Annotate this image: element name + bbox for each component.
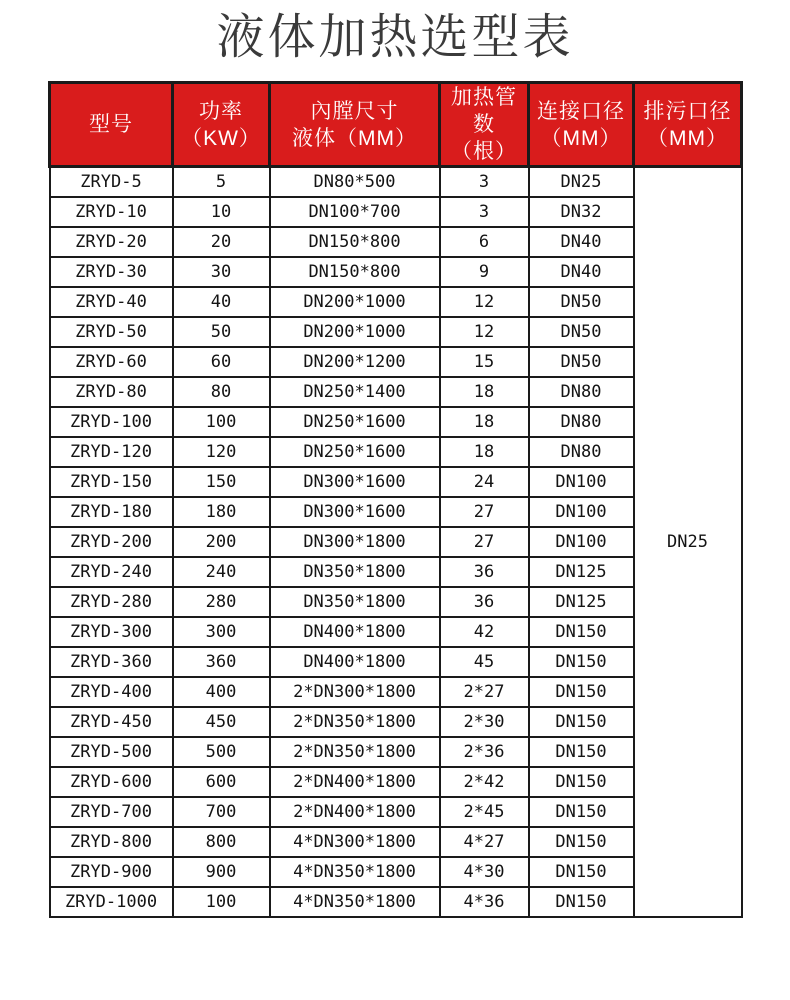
- cell-connection-diameter: DN80: [529, 377, 634, 407]
- cell-connection-diameter: DN150: [529, 737, 634, 767]
- cell-model: ZRYD-10: [50, 197, 173, 227]
- cell-chamber-size: DN350*1800: [270, 587, 440, 617]
- column-header-chamber-size: [270, 83, 440, 167]
- cell-model: ZRYD-60: [50, 347, 173, 377]
- cell-model: ZRYD-280: [50, 587, 173, 617]
- cell-power: 80: [173, 377, 270, 407]
- cell-model: ZRYD-300: [50, 617, 173, 647]
- cell-model: ZRYD-360: [50, 647, 173, 677]
- cell-chamber-size: DN300*1600: [270, 497, 440, 527]
- cell-connection-diameter: DN150: [529, 797, 634, 827]
- cell-chamber-size: DN100*700: [270, 197, 440, 227]
- cell-model: ZRYD-900: [50, 857, 173, 887]
- column-header-line: 连接口径: [537, 99, 625, 123]
- cell-tube-count: 4*36: [440, 887, 529, 917]
- cell-power: 30: [173, 257, 270, 287]
- column-header-line: 加热管数: [451, 86, 517, 136]
- column-header-line: 內膛尺寸: [310, 99, 399, 123]
- cell-tube-count: 24: [440, 467, 529, 497]
- cell-chamber-size: DN400*1800: [270, 647, 440, 677]
- cell-connection-diameter: DN150: [529, 677, 634, 707]
- cell-tube-count: 4*27: [440, 827, 529, 857]
- cell-tube-count: 12: [440, 287, 529, 317]
- cell-chamber-size: 2*DN350*1800: [270, 737, 440, 767]
- cell-tube-count: 2*45: [440, 797, 529, 827]
- cell-connection-diameter: DN25: [529, 167, 634, 197]
- column-header-line: （MM）: [647, 126, 728, 150]
- cell-model: ZRYD-600: [50, 767, 173, 797]
- cell-power: 200: [173, 527, 270, 557]
- cell-chamber-size: DN250*1600: [270, 437, 440, 467]
- cell-tube-count: 9: [440, 257, 529, 287]
- cell-tube-count: 3: [440, 167, 529, 197]
- cell-power: 40: [173, 287, 270, 317]
- cell-model: ZRYD-180: [50, 497, 173, 527]
- cell-tube-count: 27: [440, 527, 529, 557]
- cell-model: ZRYD-120: [50, 437, 173, 467]
- cell-chamber-size: DN300*1800: [270, 527, 440, 557]
- cell-connection-diameter: DN125: [529, 557, 634, 587]
- table-header: [50, 83, 742, 167]
- cell-power: 100: [173, 407, 270, 437]
- cell-chamber-size: DN80*500: [270, 167, 440, 197]
- cell-tube-count: 2*42: [440, 767, 529, 797]
- cell-power: 100: [173, 887, 270, 917]
- cell-connection-diameter: DN50: [529, 287, 634, 317]
- cell-connection-diameter: DN150: [529, 647, 634, 677]
- column-header-line: 液体（MM）: [292, 126, 417, 150]
- cell-power: 800: [173, 827, 270, 857]
- cell-chamber-size: DN200*1200: [270, 347, 440, 377]
- column-header-line: 排污口径: [643, 99, 732, 123]
- cell-connection-diameter: DN50: [529, 317, 634, 347]
- cell-model: ZRYD-50: [50, 317, 173, 347]
- cell-power: 280: [173, 587, 270, 617]
- cell-power: 900: [173, 857, 270, 887]
- cell-connection-diameter: DN150: [529, 767, 634, 797]
- cell-connection-diameter: DN150: [529, 617, 634, 647]
- cell-tube-count: 27: [440, 497, 529, 527]
- cell-tube-count: 18: [440, 407, 529, 437]
- cell-power: 180: [173, 497, 270, 527]
- cell-tube-count: 2*36: [440, 737, 529, 767]
- cell-connection-diameter: DN40: [529, 227, 634, 257]
- cell-tube-count: 2*27: [440, 677, 529, 707]
- column-header-drain-diameter: [634, 83, 742, 167]
- cell-model: ZRYD-500: [50, 737, 173, 767]
- cell-chamber-size: DN200*1000: [270, 317, 440, 347]
- cell-connection-diameter: DN80: [529, 437, 634, 467]
- table-row: [50, 167, 742, 197]
- cell-connection-diameter: DN150: [529, 827, 634, 857]
- cell-chamber-size: DN150*800: [270, 257, 440, 287]
- cell-tube-count: 3: [440, 197, 529, 227]
- cell-tube-count: 36: [440, 587, 529, 617]
- cell-chamber-size: 2*DN300*1800: [270, 677, 440, 707]
- cell-power: 360: [173, 647, 270, 677]
- cell-power: 50: [173, 317, 270, 347]
- cell-connection-diameter: DN80: [529, 407, 634, 437]
- cell-tube-count: 18: [440, 377, 529, 407]
- cell-model: ZRYD-150: [50, 467, 173, 497]
- cell-chamber-size: 2*DN400*1800: [270, 767, 440, 797]
- column-header-line: 功率: [199, 99, 243, 123]
- cell-power: 120: [173, 437, 270, 467]
- cell-power: 400: [173, 677, 270, 707]
- cell-chamber-size: DN150*800: [270, 227, 440, 257]
- cell-model: ZRYD-30: [50, 257, 173, 287]
- cell-chamber-size: DN250*1400: [270, 377, 440, 407]
- cell-model: ZRYD-240: [50, 557, 173, 587]
- cell-power: 60: [173, 347, 270, 377]
- cell-model: ZRYD-1000: [50, 887, 173, 917]
- cell-model: ZRYD-5: [50, 167, 173, 197]
- cell-model: ZRYD-100: [50, 407, 173, 437]
- cell-chamber-size: 2*DN350*1800: [270, 707, 440, 737]
- cell-connection-diameter: DN100: [529, 497, 634, 527]
- cell-connection-diameter: DN125: [529, 587, 634, 617]
- column-header-model: [50, 83, 173, 167]
- cell-power: 500: [173, 737, 270, 767]
- column-header-tube-count: [440, 83, 529, 167]
- selection-table: [48, 81, 743, 918]
- cell-model: ZRYD-20: [50, 227, 173, 257]
- column-header-power: [173, 83, 270, 167]
- table-body: [50, 167, 742, 917]
- cell-chamber-size: DN250*1600: [270, 407, 440, 437]
- cell-model: ZRYD-700: [50, 797, 173, 827]
- cell-power: 10: [173, 197, 270, 227]
- cell-tube-count: 6: [440, 227, 529, 257]
- cell-connection-diameter: DN50: [529, 347, 634, 377]
- cell-power: 240: [173, 557, 270, 587]
- cell-model: ZRYD-450: [50, 707, 173, 737]
- cell-power: 300: [173, 617, 270, 647]
- cell-chamber-size: 4*DN350*1800: [270, 857, 440, 887]
- cell-chamber-size: DN400*1800: [270, 617, 440, 647]
- cell-chamber-size: DN350*1800: [270, 557, 440, 587]
- cell-model: ZRYD-800: [50, 827, 173, 857]
- cell-connection-diameter: DN100: [529, 467, 634, 497]
- cell-connection-diameter: DN40: [529, 257, 634, 287]
- cell-model: ZRYD-400: [50, 677, 173, 707]
- cell-power: 700: [173, 797, 270, 827]
- column-header-line: （根）: [451, 140, 517, 163]
- cell-chamber-size: DN300*1600: [270, 467, 440, 497]
- cell-tube-count: 45: [440, 647, 529, 677]
- cell-connection-diameter: DN150: [529, 887, 634, 917]
- cell-chamber-size: DN200*1000: [270, 287, 440, 317]
- cell-tube-count: 18: [440, 437, 529, 467]
- column-header-line: （KW）: [181, 126, 261, 150]
- cell-connection-diameter: DN32: [529, 197, 634, 227]
- cell-chamber-size: 2*DN400*1800: [270, 797, 440, 827]
- cell-tube-count: 42: [440, 617, 529, 647]
- page-title: 液体加热选型表: [216, 11, 574, 64]
- cell-power: 20: [173, 227, 270, 257]
- cell-model: ZRYD-80: [50, 377, 173, 407]
- cell-model: ZRYD-200: [50, 527, 173, 557]
- column-header-connection-diameter: [529, 83, 634, 167]
- cell-chamber-size: 4*DN350*1800: [270, 887, 440, 917]
- cell-power: 450: [173, 707, 270, 737]
- cell-tube-count: 2*30: [440, 707, 529, 737]
- header-row: [50, 83, 742, 167]
- cell-drain-diameter-merged: DN25: [634, 167, 742, 917]
- cell-chamber-size: 4*DN300*1800: [270, 827, 440, 857]
- cell-power: 5: [173, 167, 270, 197]
- column-header-line: 型号: [89, 113, 133, 136]
- cell-tube-count: 12: [440, 317, 529, 347]
- cell-connection-diameter: DN150: [529, 857, 634, 887]
- cell-tube-count: 15: [440, 347, 529, 377]
- cell-power: 600: [173, 767, 270, 797]
- cell-tube-count: 36: [440, 557, 529, 587]
- cell-model: ZRYD-40: [50, 287, 173, 317]
- cell-power: 150: [173, 467, 270, 497]
- cell-connection-diameter: DN150: [529, 707, 634, 737]
- cell-connection-diameter: DN100: [529, 527, 634, 557]
- cell-tube-count: 4*30: [440, 857, 529, 887]
- column-header-line: （MM）: [540, 126, 622, 150]
